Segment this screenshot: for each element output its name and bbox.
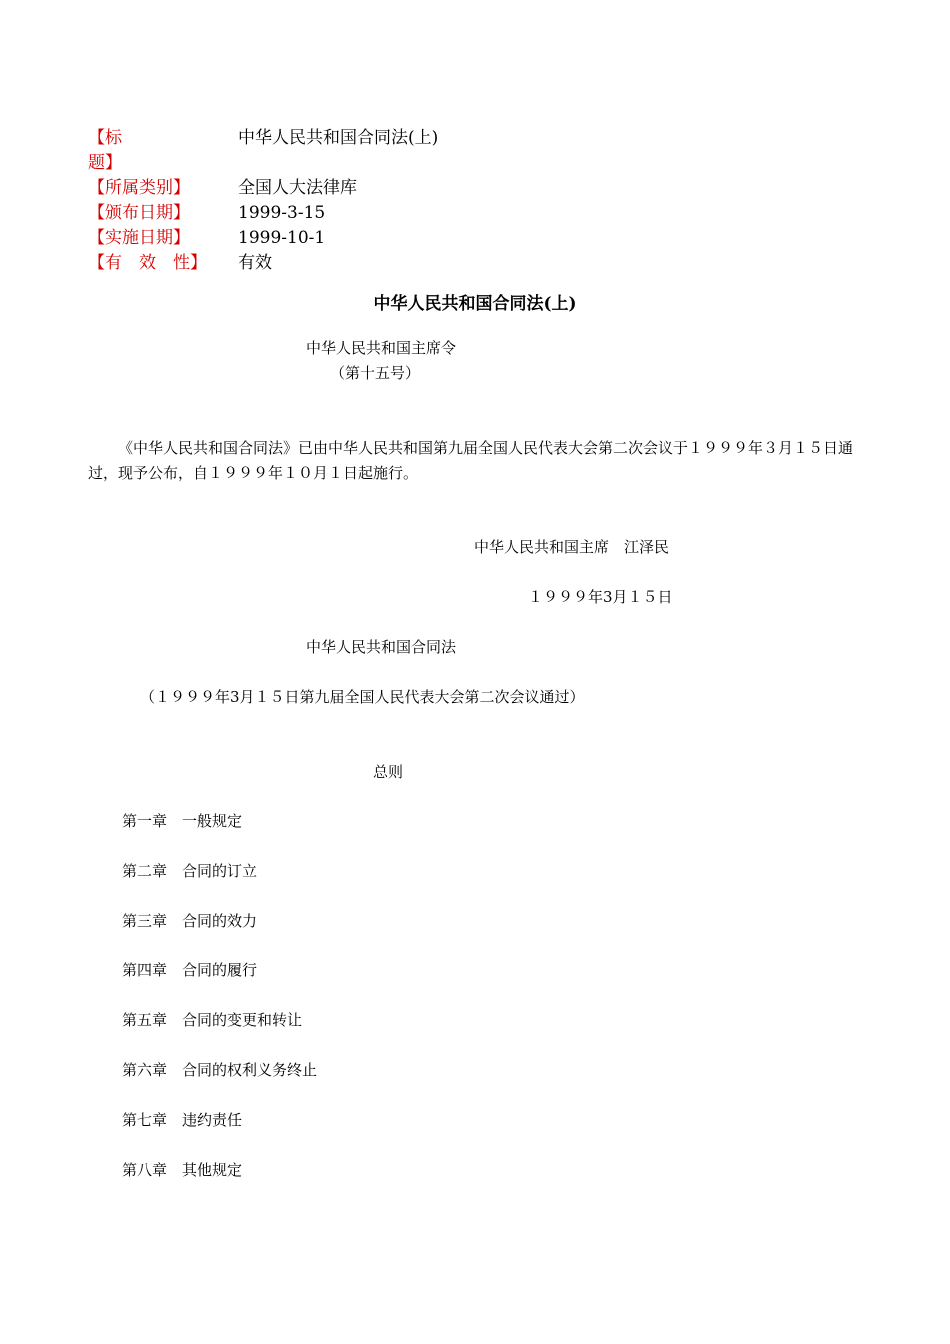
promulgation-date-label: 【颁布日期】 <box>88 203 190 223</box>
adoption-note: （１９９９年3月１５日第九届全国人民代表大会第二次会议通过） <box>140 688 585 706</box>
category-label: 【所属类别】 <box>88 178 190 198</box>
category-value: 全国人大法律库 <box>238 178 357 198</box>
order-number: （第十五号） <box>330 364 421 382</box>
chapter-item: 第一章 一般规定 <box>122 812 243 830</box>
chapter-item: 第三章 合同的效力 <box>122 912 258 930</box>
chapter-item: 第四章 合同的履行 <box>122 961 258 979</box>
chapter-item: 第二章 合同的订立 <box>122 862 258 880</box>
validity-label: 【有 效 性】 <box>88 253 207 273</box>
chapter-item: 第七章 违约责任 <box>122 1111 243 1129</box>
chapter-item: 第六章 合同的权利义务终止 <box>122 1061 318 1079</box>
signature: 中华人民共和国主席 江泽民 <box>474 538 670 556</box>
validity-value: 有效 <box>238 253 272 273</box>
document-heading: 中华人民共和国合同法(上) <box>373 294 577 314</box>
general-principles-heading: 总则 <box>373 763 404 781</box>
chapter-item: 第五章 合同的变更和转让 <box>122 1011 303 1029</box>
effective-date-label: 【实施日期】 <box>88 228 190 248</box>
announcement-paragraph: 《中华人民共和国合同法》已由中华人民共和国第九届全国人民代表大会第二次会议于１９９９年３月１５日通过，现予公布，自１９９９年１０月１日起施行。 <box>88 439 854 482</box>
promulgation-date-value: 1999-3-15 <box>238 203 326 223</box>
order-title: 中华人民共和国主席令 <box>306 339 457 357</box>
chapter-item: 第八章 其他规定 <box>122 1161 243 1179</box>
signature-date: １９９９年3月１５日 <box>528 588 673 606</box>
title-value: 中华人民共和国合同法(上) <box>238 128 439 148</box>
title-label-continued: 题】 <box>88 153 122 173</box>
law-name: 中华人民共和国合同法 <box>306 638 457 656</box>
effective-date-value: 1999-10-1 <box>238 228 326 248</box>
title-label: 【标 <box>88 128 122 148</box>
